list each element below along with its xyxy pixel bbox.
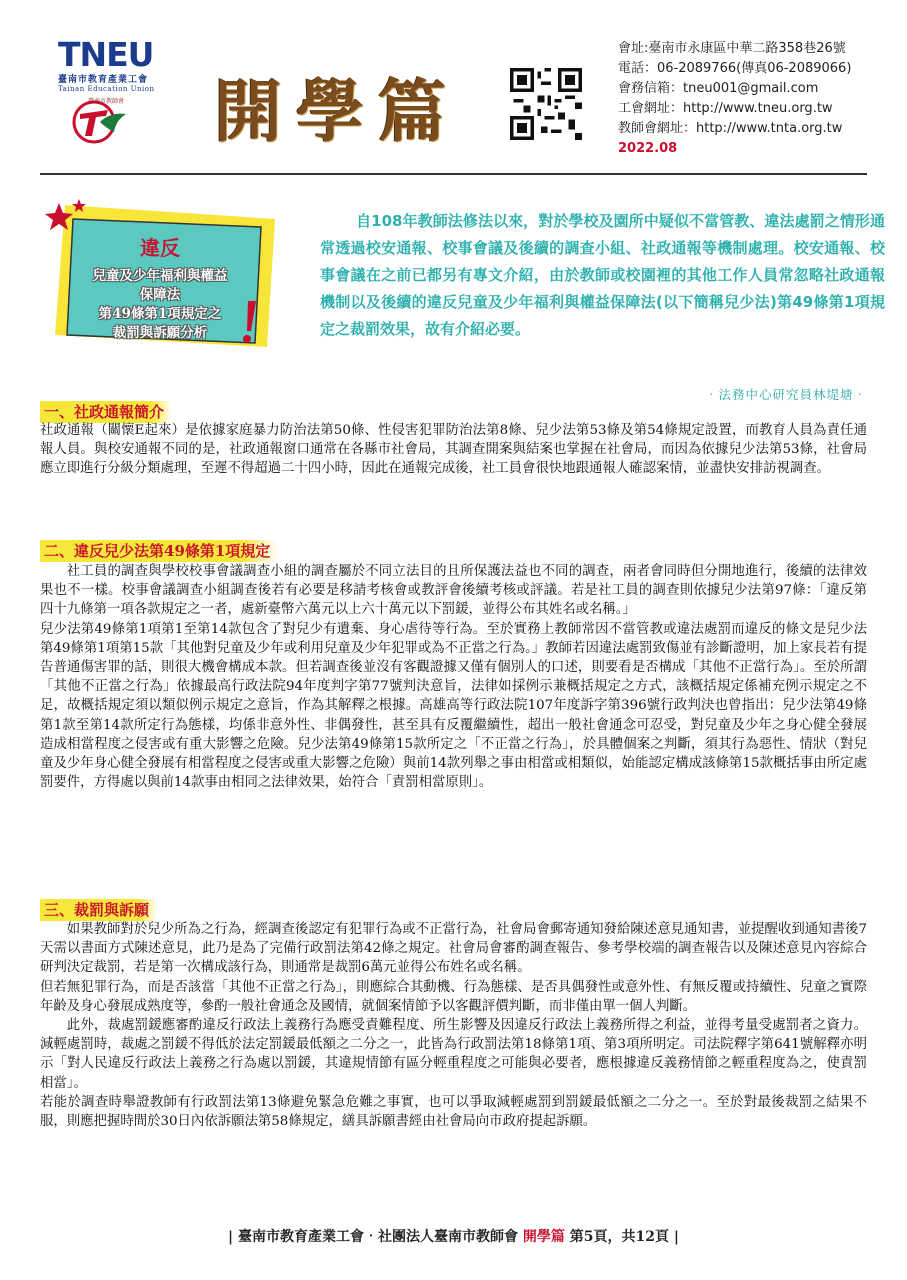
tnta-logo-text: 臺南市教師會 [88,98,125,105]
footer-highlight: 開學篇 [522,1229,565,1245]
issue-date: 2022.08 [618,141,678,156]
contact-union-site[interactable]: 工會網址：http://www.tneu.org.tw [618,101,833,116]
section-heading: 二、違反兒少法第49條第1項規定 [40,540,278,562]
paragraph: 若能於調查時舉證教師有行政罰法第13條避免緊急危難之事實，也可以爭取減輕處罰到罰鍰最低額之二分之一。至於對最後裁罰之結果不服，則應把握時間於30日內依訴願法第58條規定，繕具訴願書經由社會局向市政府提起訴願。 [40,1094,867,1130]
footer-org: 臺南市教育產業工會‧社團法人臺南市教師會 [238,1229,518,1245]
footer-page: 第5頁，共12頁 [569,1229,669,1245]
header-divider [40,173,867,175]
tneu-logo [58,35,173,93]
badge-line: 兒童及少年福利與權益 [92,268,228,284]
section-body [40,562,867,792]
section-heading: 三、裁罰與訴願 [40,899,157,921]
intro-paragraph [320,208,885,343]
contact-teacher-site[interactable]: 教師會網址：http://www.tnta.org.tw [618,121,843,136]
contact-info [618,39,851,159]
paragraph: 此外，裁處罰鍰應審酌違反行政法上義務行為應受責難程度、所生影響及因違反行政法上義務所得之利益，並得考量受處罰者之資力。減輕處罰時，裁處之罰鍰不得低於法定罰鍰最低額之二分之一，此皆為行政罰法第18條第1項、第3項所明定。司法院釋字第641號解釋亦明示「對人民違反行政法上義務之行為處以罰鍰，其違規情節有區分輕重程度之可能與必要者，應根據違反義務情節之輕重程度為之，使責罰相當」。 [40,1018,867,1091]
paragraph: 社工員的調查與學校校事會議調查小組的調查屬於不同立法目的且所保護法益也不同的調查，兩者會同時但分開地進行，後續的法律效果也不一樣。校事會議調查小組調查後若有必要是移請考核會或教評會後續考核或評議。若是社工員的調查則依據兒少法第97條：「違反第四十九條第一項各款規定之一者，處新臺幣六萬元以上六十萬元以下罰鍰，並得公布其姓名或名稱。」 [40,564,867,618]
section-heading: 一、社政通報簡介 [40,401,172,423]
logo-word-b: EU [106,35,154,74]
paragraph: 兒少法第49條第1項第1至第14款包含了對兒少有遺棄、身心虐待等行為。至於實務上教師常因不當管教或違法處罰而違反的條文是兒少法第49條第1項第15款「其他對兒童及少年或利用兒童及少年犯罪或為不正當之行為。」教師若因違法處罰致傷並有診斷證明，加上家長若有提告普通傷害罪的話，則很大機會構成本款。但若調查後並沒有客觀證據又僅有個別人的口述，則要看是否構成「其他不正當行為」。至於所謂「其他不正當之行為」依據最高行政法院94年度判字第77號判決意旨，法律如採例示兼概括規定之方式，該概括規定係補充例示規定之不足，故概括規定須以類似例示規定之意旨，作為其解釋之根據。高雄高等行政法院107年度訴字第396號行政判決也曾指出：兒少法第49條第1款至第14款所定行為態樣，均係非意外性、非偶發性，甚至具有反覆繼續性，超出一般社會通念可忍受，對兒童及少年之身心健全發展造成相當程度之侵害或有重大影響之危險。兒少法第49條第15款所定之「不正當之行為」，於具體個案之判斷，須其行為惡性、情狀（對兒童及少年身心健全發展有相當程度之侵害或重大影響之危險）與前14款列舉之事由相當或相類似，始能認定構成該條第15款概括事由所定處罰要件，方得處以與前14款事由相同之法律效果，始符合「責罰相當原則」。 [40,621,867,791]
logo-cn: 臺南市教育產業工會 [58,75,149,85]
paragraph: 社政通報（關懷E起來）是依據家庭暴力防治法第50條、性侵害犯罪防治法第8條、兒少法第53條及第54條規定設置，而教育人員為責任通報人員。與校安通報不同的是，社政通報窗口通常在各縣市社會局，其調查開案與結案也掌握在社會局，而因為依據兒少法第53條，社會局應立即進行分級分類處理，至遲不得超過二十四小時，因此在通報完成後，社工員會很快地跟通報人確認案情，並盡快安排訪視調查。 [40,423,867,477]
section-body [40,920,867,1131]
paragraph: 但若無犯罪行為，而是否該當「其他不正當之行為」，則應綜合其動機、行為態樣、是否具偶發性或意外性、有無反覆或持續性、兒童之實際年齡及身心發展成熟度等，參酌一般社會通念及國情，就個案情節予以客觀評價判斷，而非僅由單一個人判斷。 [40,979,867,1014]
contact-phone: 電話：06-2089766(傳真06-2089066) [618,61,852,76]
topic-badge [70,232,250,343]
logo-en: Tainan Education Union [58,85,155,93]
author-byline: ‧法務中心研究員林堤塘‧ [704,387,867,402]
badge-line: 第49條第1項規定之 [98,306,222,322]
qr-code-icon [510,68,582,140]
paragraph: 如果教師對於兒少所為之行為，經調查後認定有犯罪行為或不正當行為，社會局會郵寄通知發給陳述意見通知書，並提醒收到通知書後7天需以書面方式陳述意見，此乃是為了完備行政罰法第42條之規定。社會局會審酌調查報告、參考學校端的調查報告以及陳述意見內容綜合研判決定裁罰，若是第一次構成該行為，則通常是裁罰6萬元並得公布姓名或名稱。 [40,922,867,976]
section-body [40,421,867,479]
badge-line: 裁罰與訴願分析 [112,325,208,341]
contact-email[interactable]: 會務信箱：tneu001@gmail.com [618,81,819,96]
intro-text: 自108年教師法修法以來，對於學校及園所中疑似不當管教、違法處罰之情形通常透過校安通報、校事會議及後續的調查小組、社政通報等機制處理。校安通報、校事會議在之前已都另有專文介紹，由於教師或校園裡的其他工作人員常忽略社政通報機制以及後續的違反兒童及少年福利與權益保障法(以下簡稱兒少法)第49條第1項規定之裁罰效果，故有介紹必要。 [320,212,885,338]
badge-line: 保障法 [139,287,181,303]
masthead-title: 開學篇 [214,72,461,152]
logo-word-a: TN [58,35,107,74]
page-footer: | 臺南市教育產業工會‧社團法人臺南市教師會 開學篇 第5頁，共12頁 | [228,1229,679,1245]
contact-address: 會址:臺南市永康區中華二路358巷26號 [618,41,846,56]
badge-title: 違反 [140,236,180,260]
